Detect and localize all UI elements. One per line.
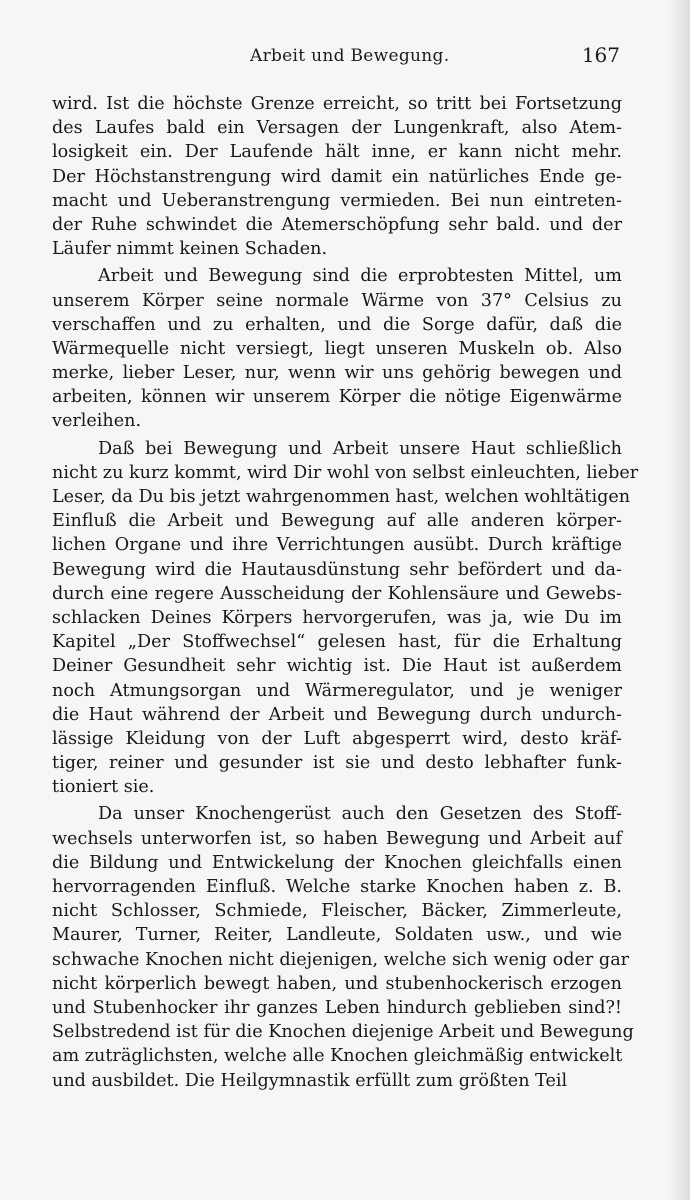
text-line: arbeiten, können wir unserem Körper die nötige Eigenwärme <box>52 387 622 408</box>
text-line: tiger, reiner und gesunder ist sie und desto lebhafter funk- <box>52 753 622 774</box>
page-edge-shadow <box>668 0 690 1200</box>
text-line: Deiner Gesundheit sehr wichtig ist. Die Haut ist außerdem <box>52 656 622 677</box>
text-line: Bewegung wird die Hautausdünstung sehr befördert und da- <box>52 559 622 580</box>
text-line: wechsels unterworfen ist, so haben Bewegung und Arbeit auf <box>52 828 622 849</box>
text-line: tioniert sie. <box>52 777 155 798</box>
text-line: Da unser Knochengerüst auch den Gesetzen des Stoff- <box>98 804 622 825</box>
page-header <box>50 43 620 76</box>
running-head: Arbeit und Bewegung. <box>250 46 450 66</box>
text-line: Arbeit und Bewegung sind die erprobtesten Mittel, um <box>98 266 622 287</box>
text-line: und ausbildet. Die Heilgymnastik erfüllt zum größten Teil <box>52 1070 568 1091</box>
text-line: losigkeit ein. Der Laufende hält inne, er kann nicht mehr. <box>52 142 622 163</box>
text-line: nicht Schlosser, Schmiede, Fleischer, Bäcker, Zimmerleute, <box>52 901 622 922</box>
text-line: die Haut während der Arbeit und Bewegung durch undurch- <box>52 704 622 725</box>
text-line: Läufer nimmt keinen Schaden. <box>52 239 328 260</box>
text-line: merke, lieber Leser, nur, wenn wir uns gehörig bewegen und <box>52 363 622 384</box>
text-line: Kapitel „Der Stoffwechsel“ gelesen hast, für die Erhaltung <box>52 632 622 653</box>
text-line: verleihen. <box>52 411 142 432</box>
text-line: wird. Ist die höchste Grenze erreicht, so tritt bei Fortsetzung <box>52 94 622 114</box>
text-line: Daß bei Bewegung und Arbeit unsere Haut schließlich <box>98 438 622 459</box>
paragraph <box>52 264 622 433</box>
text-line: Selbstredend ist für die Knochen diejenige Arbeit und Bewegung <box>52 1022 634 1043</box>
text-line: schwache Knochen nicht diejenigen, welche sich wenig oder gar <box>52 949 630 970</box>
text-line: Maurer, Turner, Reiter, Landleute, Soldaten usw., und wie <box>52 925 622 946</box>
paragraph <box>52 802 634 1092</box>
page-number: 167 <box>581 43 620 67</box>
text-line: am zuträglichsten, welche alle Knochen gleichmäßig entwickelt <box>52 1046 623 1067</box>
paragraph <box>52 437 639 800</box>
text-line: lichen Organe und ihre Verrichtungen ausübt. Durch kräftige <box>52 535 622 556</box>
text-line: des Laufes bald ein Versagen der Lungenkraft, also Atem- <box>52 118 622 139</box>
text-line: lässige Kleidung von der Luft abgesperrt wird, desto kräf- <box>52 728 622 749</box>
text-line: Der Höchstanstrengung wird damit ein natürliches Ende ge- <box>52 166 622 187</box>
text-line: macht und Ueberanstrengung vermieden. Bei nun eintreten- <box>52 190 622 211</box>
paragraph <box>52 92 622 261</box>
text-line: der Ruhe schwindet die Atemerschöpfung sehr bald. und der <box>52 214 622 235</box>
text-line: hervorragenden Einfluß. Welche starke Knochen haben z. B. <box>52 877 622 897</box>
text-line: schlacken Deines Körpers hervorgerufen, was ja, wie Du im <box>52 607 622 628</box>
text-line: und Stubenhocker ihr ganzes Leben hindurch geblieben sind?! <box>52 997 622 1018</box>
text-line: nicht körperlich bewegt haben, und stubenhockerisch erzogen <box>52 973 622 994</box>
text-line: Wärmequelle nicht versiegt, liegt unseren Muskeln ob. Also <box>52 338 622 359</box>
text-line: durch eine regere Ausscheidung der Kohlensäure und Gewebs- <box>52 583 622 604</box>
text-line: noch Atmungsorgan und Wärmeregulator, und je weniger <box>52 680 622 701</box>
text-line: Leser, da Du bis jetzt wahrgenommen hast, welchen wohltätigen <box>52 487 631 507</box>
body-text <box>52 92 639 1093</box>
text-line: nicht zu kurz kommt, wird Dir wohl von selbst einleuchten, lieber <box>52 462 639 483</box>
text-line: unserem Körper seine normale Wärme von 37° Celsius zu <box>52 290 622 311</box>
text-line: die Bildung und Entwickelung der Knochen gleichfalls einen <box>52 852 622 873</box>
text-line: Einfluß die Arbeit und Bewegung auf alle anderen körper- <box>52 511 622 532</box>
text-line: verschaffen und zu erhalten, und die Sorge dafür, daß die <box>52 314 622 335</box>
